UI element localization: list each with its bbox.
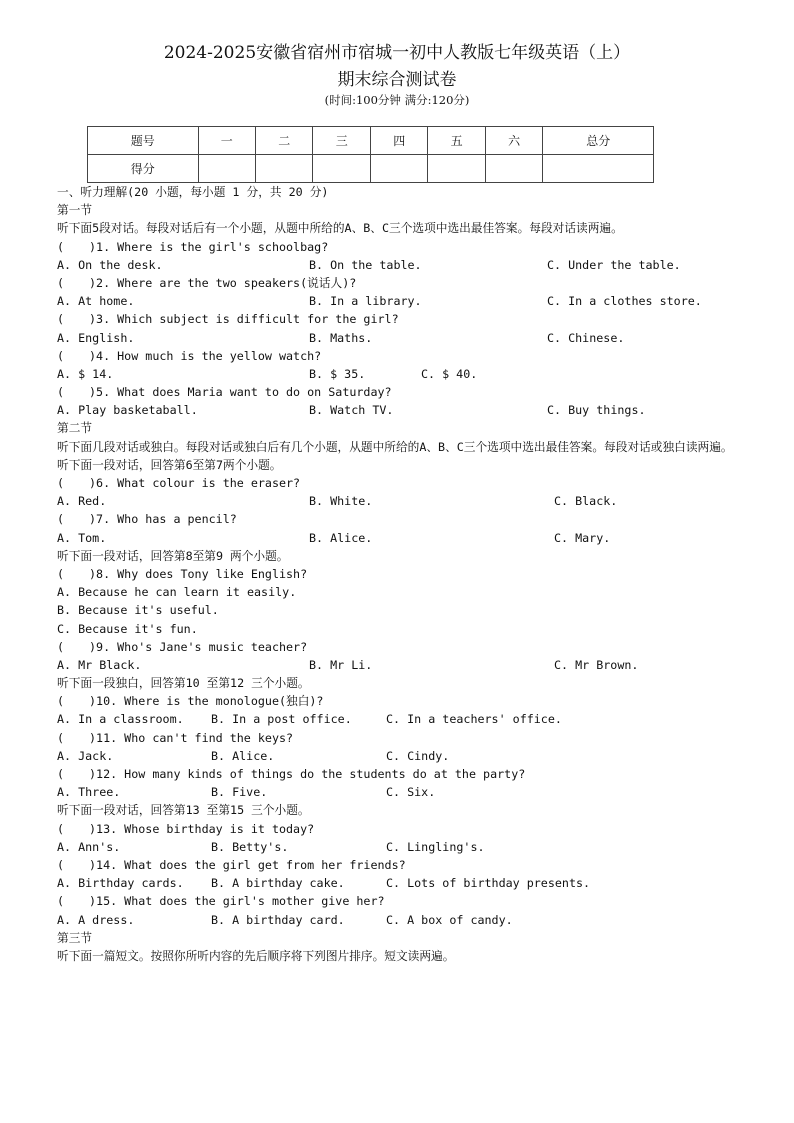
answer-blank[interactable]: (	[57, 239, 65, 254]
options-row	[57, 365, 747, 383]
options-row	[57, 256, 747, 274]
option-b: B. Mr Li.	[309, 657, 373, 672]
exam-time-info: (时间:100分钟 满分:120分)	[324, 93, 470, 107]
score-cell: 总分	[543, 127, 654, 155]
option-c: C. Chinese.	[547, 330, 625, 345]
question-text: )14. What does the girl get from her friends?	[89, 857, 406, 872]
option-a: A. Birthday cards.	[57, 876, 184, 891]
options-row	[57, 783, 747, 801]
part-instructions: 听下面5段对话。每段对话后有一个小题，从题中所给的A、B、C三个选项中选出最佳答案。每段对话读两遍。	[57, 221, 623, 236]
group-instructions: 听下面一段对话，回答第6至第7两个小题。	[57, 457, 282, 472]
option-b: B. Maths.	[309, 330, 373, 345]
options-row	[57, 656, 747, 674]
score-entry[interactable]	[313, 155, 370, 183]
option-c: C. Lots of birthday presents.	[386, 876, 591, 891]
option-b: B. A birthday card.	[211, 912, 345, 927]
option-b: B. A birthday cake.	[211, 876, 345, 891]
score-entry[interactable]	[428, 155, 485, 183]
question-stem	[57, 310, 747, 328]
option-b: B. Alice.	[211, 748, 275, 763]
options-row	[57, 838, 747, 856]
score-entry[interactable]	[485, 155, 542, 183]
answer-blank[interactable]: (	[57, 312, 65, 327]
score-cell: 二	[255, 127, 312, 155]
score-table-header-row	[88, 127, 654, 155]
answer-blank[interactable]: (	[57, 694, 65, 709]
score-cell: 题号	[88, 127, 199, 155]
question-stem	[57, 729, 747, 747]
question-stem	[57, 892, 747, 910]
part-instructions: 听下面一篇短文。按照你所听内容的先后顺序将下列图片排序。短文读两遍。	[57, 948, 455, 963]
options-row	[57, 492, 747, 510]
option-b: B. $ 35.	[309, 366, 366, 381]
question-stem	[57, 638, 747, 656]
question-text: )8. Why does Tony like English?	[89, 566, 308, 581]
question-stem	[57, 383, 747, 401]
option-c: C. Mr Brown.	[554, 657, 639, 672]
option-c: C. A box of candy.	[386, 912, 513, 927]
question-text: )5. What does Maria want to do on Saturday?	[89, 385, 392, 400]
option-a: A. $ 14.	[57, 366, 114, 381]
options-row	[57, 401, 747, 419]
question-stem	[57, 765, 747, 783]
option-c: C. In a clothes store.	[547, 294, 702, 309]
question-text: )15. What does the girl's mother give her?	[89, 894, 385, 909]
option-b: B. On the table.	[309, 257, 422, 272]
option-b: B. Watch TV.	[309, 403, 394, 418]
answer-blank[interactable]: (	[57, 639, 65, 654]
score-entry[interactable]	[198, 155, 255, 183]
option-c: C. Buy things.	[547, 403, 646, 418]
options-row	[57, 292, 747, 310]
group-instructions: 听下面一段独白，回答第10 至第12 三个小题。	[57, 676, 310, 691]
question-text: )6. What colour is the eraser?	[89, 476, 301, 491]
score-cell: 三	[313, 127, 370, 155]
option-b: B. In a post office.	[211, 712, 352, 727]
question-text: )11. Who can't find the keys?	[89, 730, 294, 745]
option-a: A. Three.	[57, 785, 121, 800]
question-stem	[57, 856, 747, 874]
answer-blank[interactable]: (	[57, 857, 65, 872]
option-a: A. Jack.	[57, 748, 114, 763]
option-b: B. Alice.	[309, 530, 373, 545]
score-cell: 六	[485, 127, 542, 155]
options-row	[57, 710, 747, 728]
options-row	[57, 329, 747, 347]
option-c: C. Under the table.	[547, 257, 681, 272]
option-c: C. $ 40.	[421, 366, 478, 381]
answer-blank[interactable]: (	[57, 385, 65, 400]
option-b: B. In a library.	[309, 294, 422, 309]
score-row-label: 得分	[88, 155, 199, 183]
options-row	[57, 911, 747, 929]
option-a: A. At home.	[57, 294, 135, 309]
option-a: A. Mr Black.	[57, 657, 142, 672]
option-a: A. A dress.	[57, 912, 135, 927]
part-title: 第三节	[57, 930, 93, 945]
option-b: B. White.	[309, 494, 373, 509]
option-b: B. Because it's useful.	[57, 603, 219, 618]
answer-blank[interactable]: (	[57, 730, 65, 745]
question-stem	[57, 238, 747, 256]
answer-blank[interactable]: (	[57, 767, 65, 782]
question-text: )13. Whose birthday is it today?	[89, 821, 315, 836]
answer-blank[interactable]: (	[57, 476, 65, 491]
option-c: C. Lingling's.	[386, 839, 485, 854]
exam-title: 2024-2025安徽省宿州市宿城一初中人教版七年级英语（上）	[163, 43, 631, 63]
question-text: )3. Which subject is difficult for the girl?	[89, 312, 399, 327]
question-stem	[57, 565, 747, 583]
option-a: A. English.	[57, 330, 135, 345]
score-cell: 一	[198, 127, 255, 155]
option-c: C. Cindy.	[386, 748, 450, 763]
question-text: )2. Where are the two speakers(说话人)?	[89, 275, 357, 290]
answer-blank[interactable]: (	[57, 894, 65, 909]
question-text: )12. How many kinds of things do the students do at the party?	[89, 767, 526, 782]
question-text: )7. Who has a pencil?	[89, 512, 237, 527]
option-b: B. Betty's.	[211, 839, 289, 854]
score-entry[interactable]	[370, 155, 427, 183]
question-text: )1. Where is the girl's schoolbag?	[89, 239, 329, 254]
option-a: A. Tom.	[57, 530, 107, 545]
option-c: C. Because it's fun.	[57, 621, 198, 636]
answer-blank[interactable]: (	[57, 566, 65, 581]
score-table-score-row	[88, 155, 654, 183]
option-a: A. Red.	[57, 494, 107, 509]
score-entry[interactable]	[255, 155, 312, 183]
exam-subtitle: 期末综合测试卷	[337, 70, 457, 90]
question-stem	[57, 274, 747, 292]
option-c: C. Black.	[554, 494, 618, 509]
question-stem	[57, 692, 747, 710]
section-heading: 一、听力理解(20 小题，每小题 1 分，共 20 分)	[57, 185, 329, 199]
options-row	[57, 874, 747, 892]
exam-body	[57, 183, 747, 965]
question-stem	[57, 474, 747, 492]
question-stem	[57, 510, 747, 528]
answer-blank[interactable]: (	[57, 275, 65, 290]
answer-blank[interactable]: (	[57, 821, 65, 836]
score-table	[87, 126, 654, 183]
part-instructions: 听下面几段对话或独白。每段对话或独白后有几个小题，从题中所给的A、B、C三个选项中选出最佳答案。每段对话或独白读两遍。	[57, 439, 733, 454]
option-a: A. On the desk.	[57, 257, 163, 272]
answer-blank[interactable]: (	[57, 348, 65, 363]
option-c: C. In a teachers' office.	[386, 712, 562, 727]
option-c: C. Mary.	[554, 530, 611, 545]
score-entry[interactable]	[543, 155, 654, 183]
answer-blank[interactable]: (	[57, 512, 65, 527]
group-instructions: 听下面一段对话，回答第13 至第15 三个小题。	[57, 803, 310, 818]
question-stem	[57, 820, 747, 838]
part-title: 第二节	[57, 421, 93, 436]
part-title: 第一节	[57, 203, 93, 218]
group-instructions: 听下面一段对话，回答第8至第9 两个小题。	[57, 548, 289, 563]
options-row	[57, 529, 747, 547]
option-a: A. Play basketaball.	[57, 403, 198, 418]
option-b: B. Five.	[211, 785, 268, 800]
score-cell: 四	[370, 127, 427, 155]
question-text: )4. How much is the yellow watch?	[89, 348, 322, 363]
score-cell: 五	[428, 127, 485, 155]
option-a: A. In a classroom.	[57, 712, 184, 727]
question-stem	[57, 347, 747, 365]
options-row	[57, 747, 747, 765]
option-a: A. Because he can learn it easily.	[57, 585, 297, 600]
question-text: )9. Who's Jane's music teacher?	[89, 639, 308, 654]
option-a: A. Ann's.	[57, 839, 121, 854]
question-text: )10. Where is the monologue(独白)?	[89, 694, 324, 709]
option-c: C. Six.	[386, 785, 436, 800]
